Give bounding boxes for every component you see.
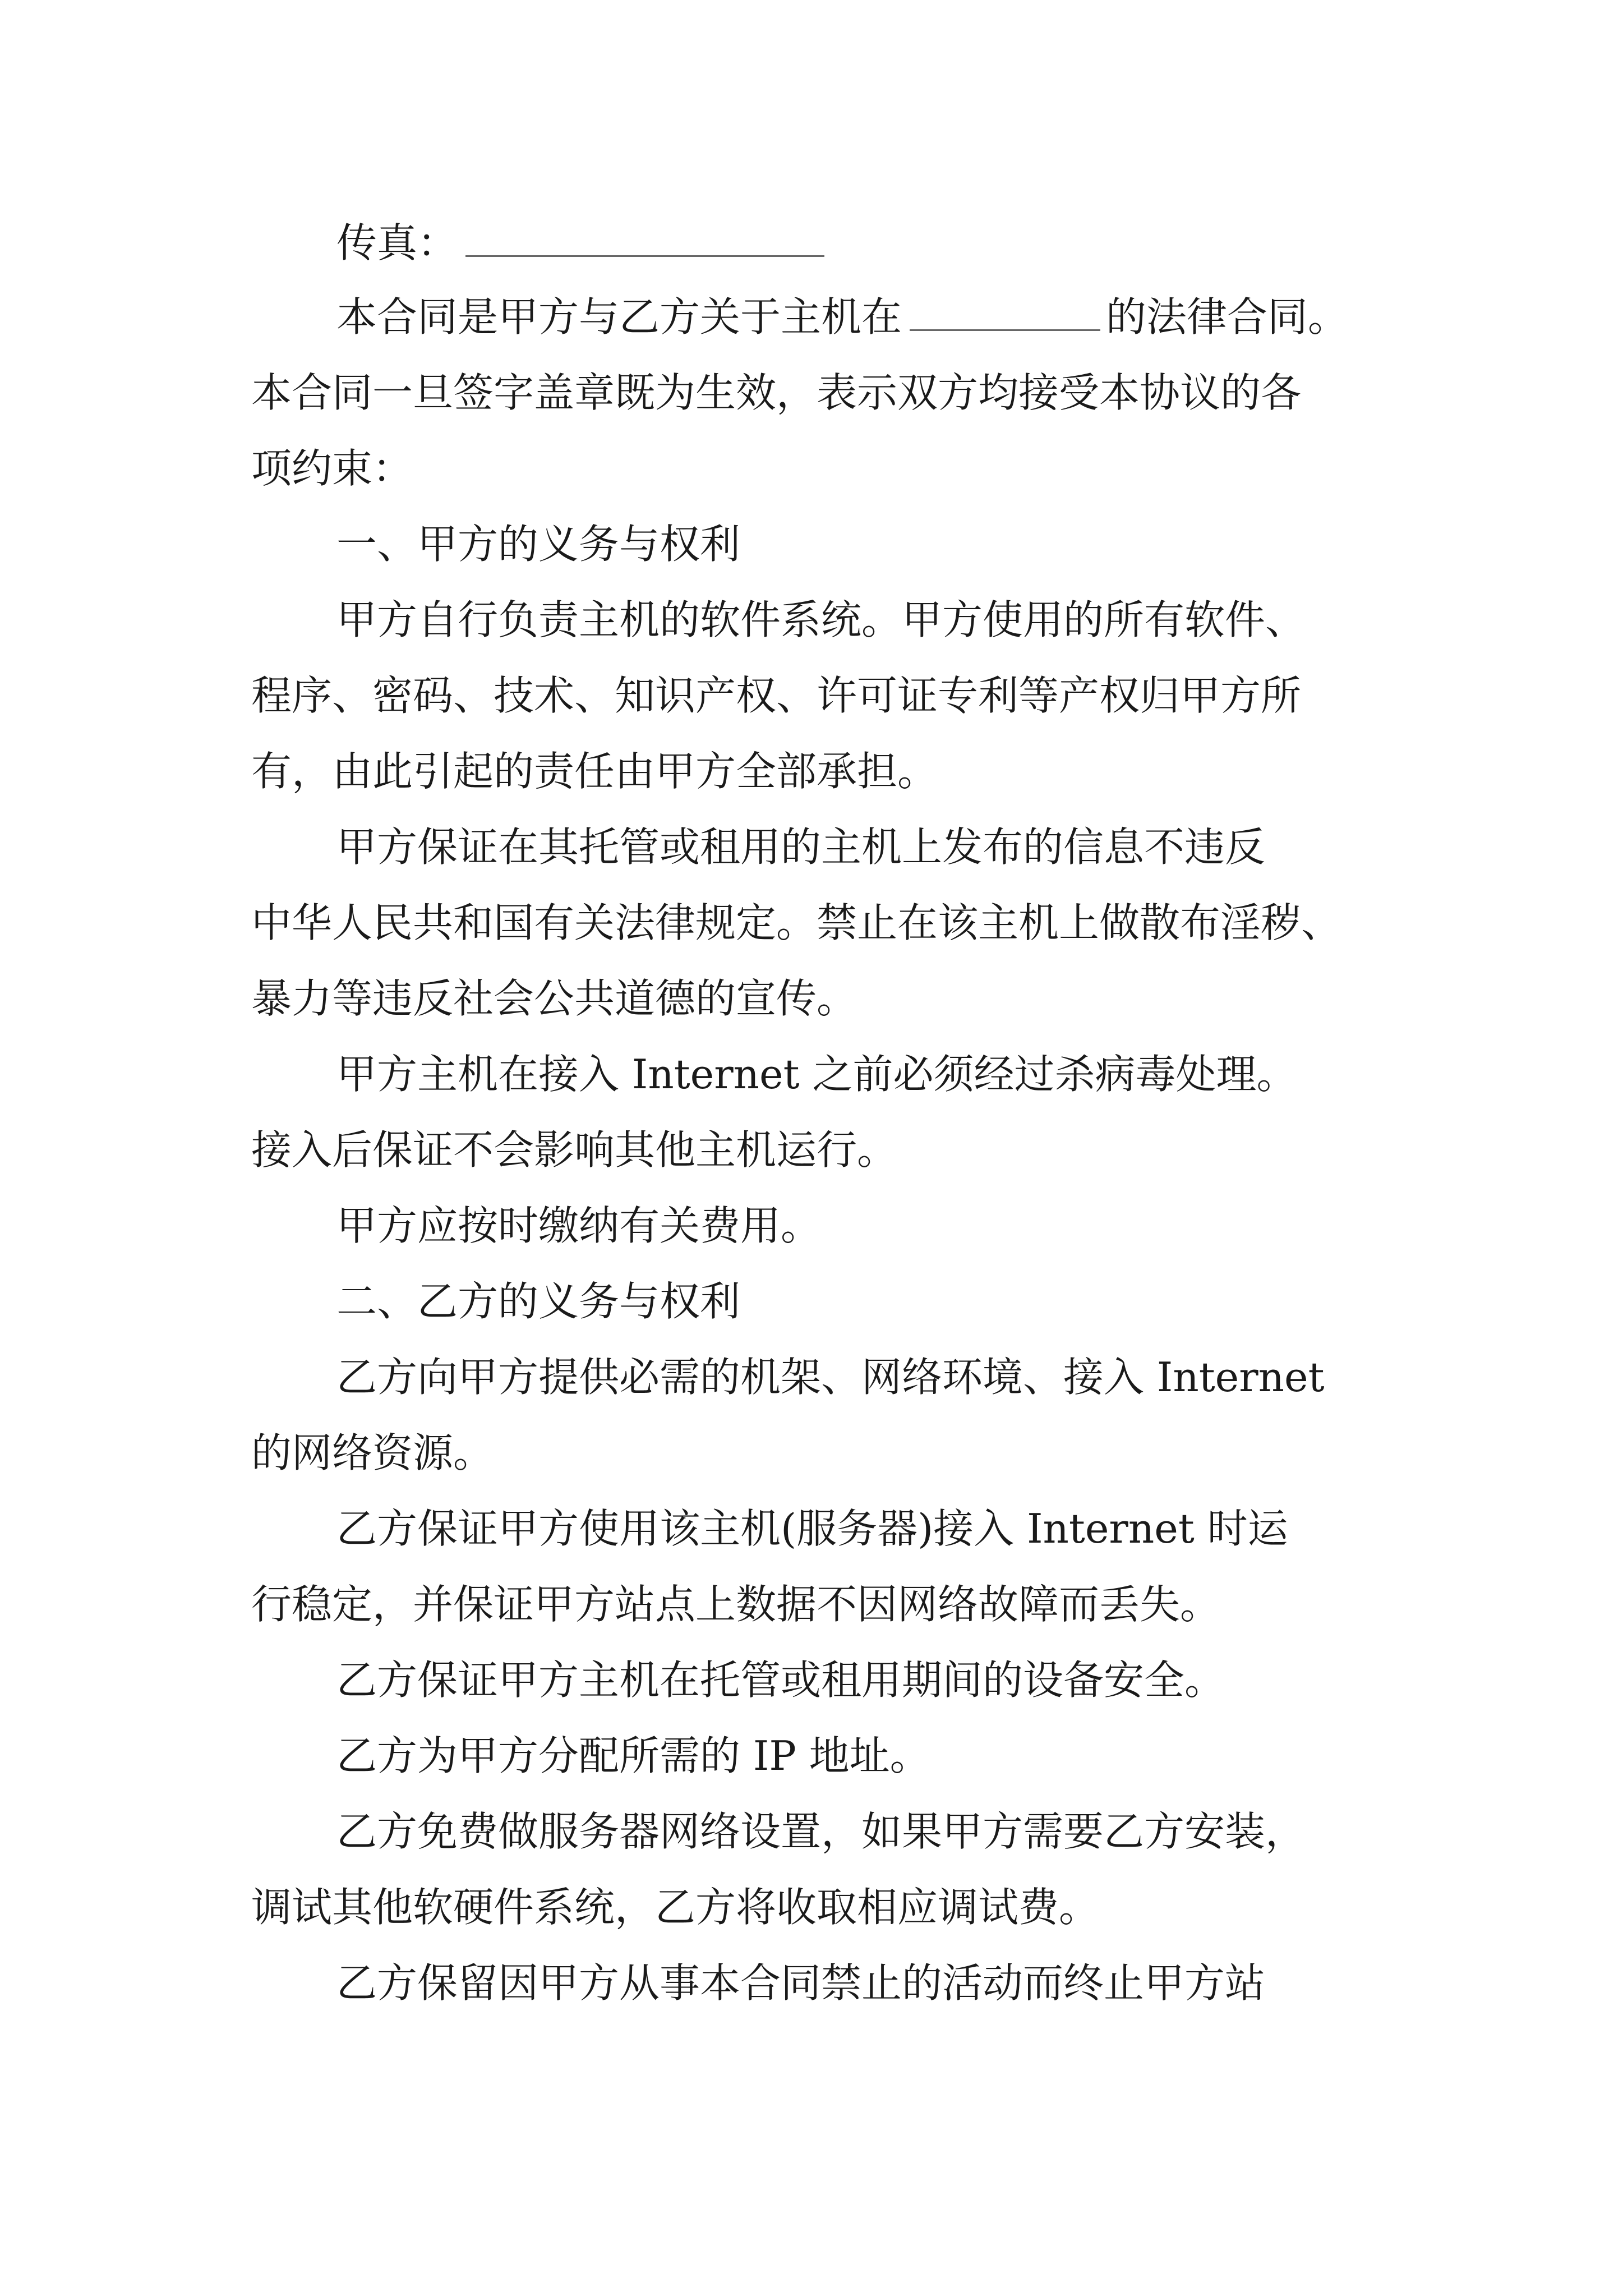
paragraph-4-line-2: 接入后保证不会影响其他主机运行。 bbox=[251, 1126, 898, 1174]
paragraph-intro-line-2: 本合同一旦签字盖章既为生效，表示双方均接受本协议的各 bbox=[251, 369, 1302, 416]
paragraph-2-line-2: 程序、密码、技术、知识产权、许可证专利等产权归甲方所 bbox=[251, 672, 1302, 719]
paragraph-3-line-2: 中华人民共和国有关法律规定。禁止在该主机上做散布淫秽、 bbox=[251, 899, 1342, 946]
paragraph-8-line-1: 乙方保证甲方主机在托管或租用期间的设备安全。 bbox=[336, 1657, 1225, 1704]
paragraph-intro-line-3: 项约束： bbox=[251, 445, 413, 492]
paragraph-5-line-1: 甲方应按时缴纳有关费用。 bbox=[336, 1202, 822, 1249]
section-2-heading: 二、乙方的义务与权利 bbox=[336, 1278, 741, 1325]
paragraph-10-line-1: 乙方免费做服务器网络设置，如果甲方需要乙方安装， bbox=[336, 1808, 1306, 1855]
section-1-heading: 一、甲方的义务与权利 bbox=[336, 521, 741, 568]
location-blank-field bbox=[910, 296, 1100, 331]
paragraph-10-line-2: 调试其他软硬件系统，乙方将收取相应调试费。 bbox=[251, 1884, 1100, 1931]
paragraph-6-line-1: 乙方向甲方提供必需的机架、网络环境、接入 Internet bbox=[336, 1354, 1325, 1401]
fax-line bbox=[336, 218, 824, 268]
paragraph-11-line-1: 乙方保留因甲方从事本合同禁止的活动而终止甲方站 bbox=[336, 1959, 1266, 2007]
paragraph-2-line-3: 有，由此引起的责任由甲方全部承担。 bbox=[251, 748, 938, 795]
paragraph-2-line-1: 甲方自行负责主机的软件系统。甲方使用的所有软件、 bbox=[336, 596, 1306, 643]
paragraph-4-line-1: 甲方主机在接入 Internet 之前必须经过杀病毒处理。 bbox=[336, 1051, 1297, 1098]
fax-label: 传真： bbox=[336, 219, 458, 266]
intro-text-b: 的法律合同。 bbox=[1106, 293, 1349, 341]
paragraph-7-line-1: 乙方保证甲方使用该主机(服务器)接入 Internet 时运 bbox=[336, 1505, 1288, 1552]
paragraph-intro-line-1 bbox=[336, 292, 1348, 342]
paragraph-7-line-2: 行稳定，并保证甲方站点上数据不因网络故障而丢失。 bbox=[251, 1581, 1221, 1628]
paragraph-3-line-3: 暴力等违反社会公共道德的宣传。 bbox=[251, 975, 857, 1022]
paragraph-3-line-1: 甲方保证在其托管或租用的主机上发布的信息不违反 bbox=[336, 823, 1266, 871]
intro-text-a: 本合同是甲方与乙方关于主机在 bbox=[336, 293, 902, 341]
paragraph-6-line-2: 的网络资源。 bbox=[251, 1429, 494, 1476]
fax-blank-field bbox=[465, 222, 824, 257]
paragraph-9-line-1: 乙方为甲方分配所需的 IP 地址。 bbox=[336, 1732, 930, 1779]
